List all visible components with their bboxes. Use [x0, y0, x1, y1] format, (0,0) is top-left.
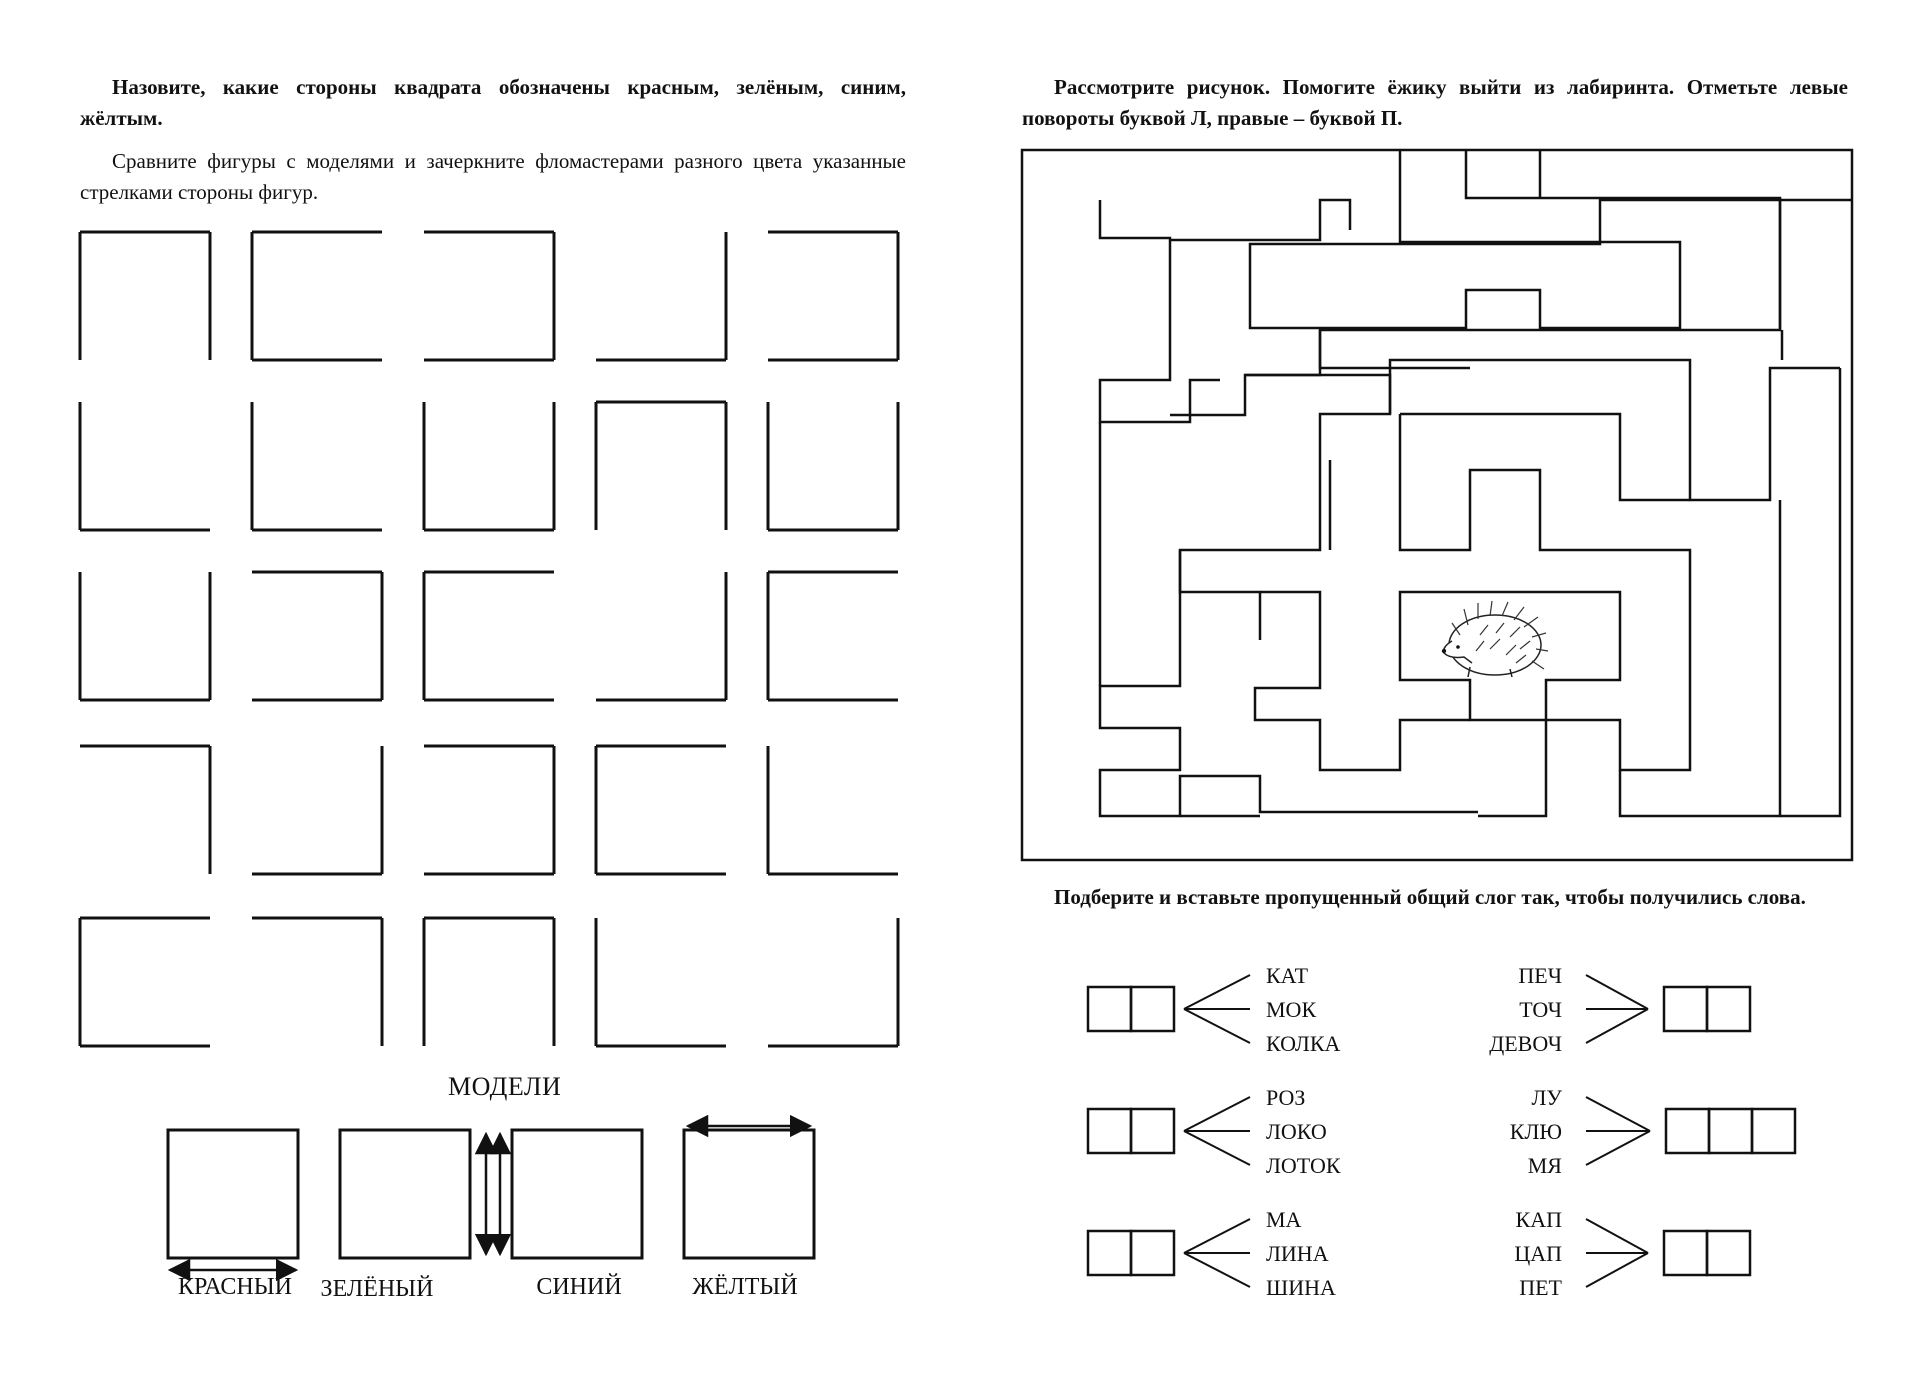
figure-4-5 [768, 746, 898, 874]
task-2-text: Сравните фигуры с моделями и зачеркните фломастерами разного цвета указанные стрелками стороны фигур. [80, 149, 906, 204]
word-ending: МОК [1266, 997, 1317, 1022]
task-3-text: Рассмотрите рисунок. Помогите ёжику выйти из лабиринта. Отметьте левые повороты буквой Л, правые – буквой П. [1022, 75, 1848, 130]
word-beginning: ДЕВОЧ [1489, 1031, 1562, 1056]
syllable-exercise [1088, 963, 1795, 1300]
figure-4-1 [80, 746, 210, 874]
connector-line [1586, 1097, 1650, 1131]
figure-5-5 [768, 918, 898, 1046]
word-ending: ШИНА [1266, 1275, 1336, 1300]
maze-border [1022, 150, 1852, 860]
figure-2-5 [768, 402, 898, 530]
word-group-left-2 [1088, 1085, 1341, 1178]
connector-line [1184, 975, 1250, 1009]
syllable-box[interactable] [1707, 1231, 1750, 1275]
models-title: МОДЕЛИ [448, 1072, 562, 1101]
connector-line [1586, 1009, 1648, 1043]
syllable-box[interactable] [1088, 1231, 1131, 1275]
word-beginning: ПЕТ [1519, 1275, 1562, 1300]
connector-line [1586, 1253, 1648, 1287]
word-ending: МА [1266, 1207, 1302, 1232]
word-group-right-3 [1514, 1207, 1750, 1300]
figure-1-1 [80, 232, 210, 360]
figure-5-3 [424, 918, 554, 1046]
model-square-outline [512, 1130, 642, 1258]
syllable-box[interactable] [1752, 1109, 1795, 1153]
task-1-text: Назовите, какие стороны квадрата обозначены красным, зелёным, синим, жёлтым. [80, 75, 906, 130]
word-ending: КОЛКА [1266, 1031, 1341, 1056]
task-4-text: Подберите и вставьте пропущенный общий слог так, чтобы получились слова. [1054, 885, 1806, 909]
word-beginning: ЦАП [1514, 1241, 1562, 1266]
syllable-box[interactable] [1088, 987, 1131, 1031]
syllable-box[interactable] [1707, 987, 1750, 1031]
maze-wall-2 [1466, 150, 1780, 330]
word-beginning: ЛУ [1531, 1085, 1562, 1110]
word-group-left-3 [1088, 1207, 1336, 1300]
figure-2-4 [596, 402, 726, 530]
connector-line [1586, 975, 1648, 1009]
model-square-outline [340, 1130, 470, 1258]
maze-wall-12 [1400, 414, 1690, 816]
model-square-outline [168, 1130, 298, 1258]
figure-3-1 [80, 572, 210, 700]
figure-1-5 [768, 232, 898, 360]
word-ending: РОЗ [1266, 1085, 1306, 1110]
hedgehog-icon [1442, 601, 1548, 677]
figure-5-2 [252, 918, 382, 1046]
figure-grid [80, 232, 898, 1046]
model-square-4 [684, 1126, 814, 1258]
figure-1-2 [252, 232, 382, 360]
connector-line [1184, 1219, 1250, 1253]
figure-3-5 [768, 572, 898, 700]
maze-wall-5 [1320, 150, 1780, 368]
maze-wall-6 [1170, 330, 1320, 415]
figure-1-3 [424, 232, 554, 360]
model-label-green: ЗЕЛЁНЫЙ [320, 1276, 434, 1302]
figure-4-4 [596, 746, 726, 874]
word-beginning: КАП [1515, 1207, 1562, 1232]
syllable-box[interactable] [1709, 1109, 1752, 1153]
model-square-2 [340, 1130, 486, 1258]
word-beginning: ПЕЧ [1518, 963, 1562, 988]
connector-line [1184, 1253, 1250, 1287]
figure-2-3 [424, 402, 554, 530]
model-label-yellow: ЖЁЛТЫЙ [692, 1274, 798, 1300]
figure-4-3 [424, 746, 554, 874]
maze-wall-8 [1390, 360, 1840, 500]
figure-3-3 [424, 572, 554, 700]
word-ending: ЛИНА [1266, 1241, 1329, 1266]
syllable-box[interactable] [1666, 1109, 1709, 1153]
syllable-box[interactable] [1664, 987, 1707, 1031]
maze-wall-14 [1180, 550, 1260, 640]
word-group-right-1 [1489, 963, 1750, 1056]
connector-line [1184, 1097, 1250, 1131]
figure-5-1 [80, 918, 210, 1046]
syllable-box[interactable] [1131, 1109, 1174, 1153]
figure-2-1 [80, 402, 210, 530]
word-ending: ЛОТОК [1266, 1153, 1341, 1178]
models-group [168, 1126, 814, 1270]
maze-wall-16 [1620, 500, 1780, 816]
model-label-red: КРАСНЫЙ [177, 1274, 293, 1300]
connector-line [1184, 1131, 1250, 1165]
maze-wall-4 [1170, 200, 1350, 240]
model-square-3 [500, 1130, 642, 1258]
connector-line [1586, 1219, 1648, 1253]
word-beginning: МЯ [1527, 1153, 1562, 1178]
figure-5-4 [596, 918, 726, 1046]
figure-3-4 [596, 572, 726, 700]
word-group-right-2 [1510, 1085, 1795, 1178]
syllable-box[interactable] [1131, 987, 1174, 1031]
word-beginning: КЛЮ [1509, 1119, 1562, 1144]
syllable-box[interactable] [1664, 1231, 1707, 1275]
model-square-outline [684, 1130, 814, 1258]
maze-wall-7 [1100, 375, 1478, 816]
maze-wall-3 [1100, 200, 1220, 422]
word-beginning: ТОЧ [1519, 997, 1562, 1022]
figure-4-2 [252, 746, 382, 874]
syllable-box[interactable] [1088, 1109, 1131, 1153]
maze-wall-11 [1400, 414, 1690, 500]
model-label-blue: СИНИЙ [536, 1274, 622, 1300]
connector-line [1586, 1131, 1650, 1165]
maze-wall-18 [1780, 368, 1840, 816]
maze [1022, 150, 1852, 860]
connector-line [1184, 1009, 1250, 1043]
figure-2-2 [252, 402, 382, 530]
syllable-box[interactable] [1131, 1231, 1174, 1275]
word-ending: КАТ [1266, 963, 1309, 988]
figure-1-4 [596, 232, 726, 360]
word-group-left-1 [1088, 963, 1341, 1056]
figure-3-2 [252, 572, 382, 700]
word-ending: ЛОКО [1266, 1119, 1327, 1144]
maze-wall-1 [1250, 150, 1852, 328]
model-square-1 [168, 1130, 298, 1270]
